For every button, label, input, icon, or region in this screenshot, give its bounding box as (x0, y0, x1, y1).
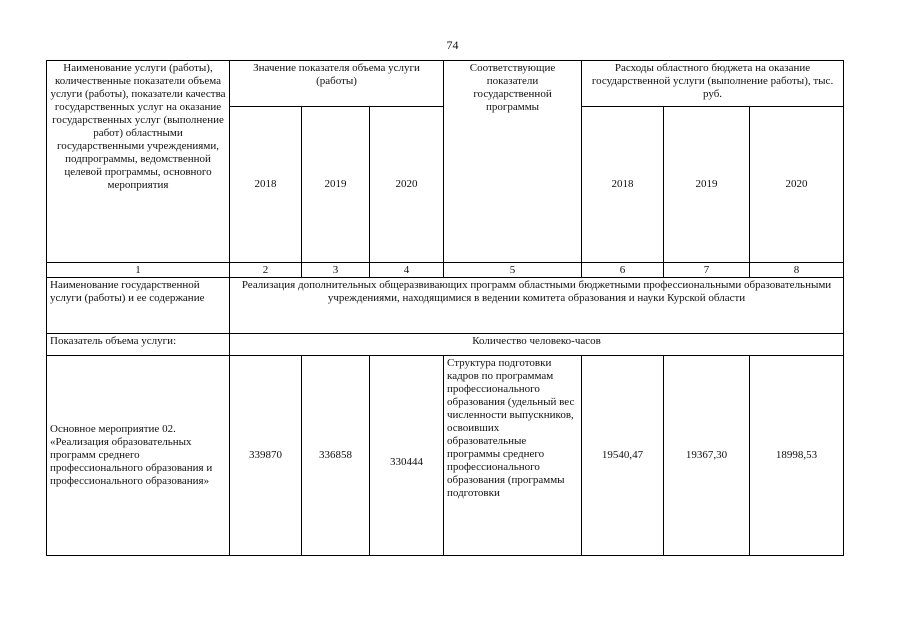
header-exp-year-2020: 2020 (750, 107, 844, 263)
expense-2018: 19540,47 (582, 356, 664, 556)
program-indicator: Структура подготовки кадров по программам профессионального образования (удельный вес численности выпускников, освоивших образовательные программы среднего профессионального образования (программы подготовки (444, 356, 582, 556)
expense-2019: 19367,30 (664, 356, 750, 556)
header-year-2018: 2018 (230, 107, 302, 263)
header-year-2020: 2020 (370, 107, 444, 263)
column-index-row (47, 263, 844, 278)
header-year-2019: 2019 (302, 107, 370, 263)
measure-value-2020: 330444 (370, 356, 444, 556)
header-program-indicators: Соответствующие показатели государственной программы (444, 61, 582, 263)
header-volume-group: Значение показателя объема услуги (работы) (230, 61, 444, 107)
col-index: 3 (302, 263, 370, 278)
header-exp-year-2018: 2018 (582, 107, 664, 263)
service-label: Наименование государственной услуги (работы) и ее содержание (47, 278, 230, 334)
budget-table (46, 60, 844, 556)
col-index: 2 (230, 263, 302, 278)
col-index: 7 (664, 263, 750, 278)
header-expense-group: Расходы областного бюджета на оказание государственной услуги (выполнение работы), тыс. руб. (582, 61, 844, 107)
measure-name: Основное мероприятие 02. «Реализация образовательных программ среднего профессионального образования и профессионального образования» (47, 356, 230, 556)
col-index: 6 (582, 263, 664, 278)
col-index: 1 (47, 263, 230, 278)
indicator-value: Количество человеко-часов (230, 334, 844, 356)
col-index: 5 (444, 263, 582, 278)
header-service-name: Наименование услуги (работы), количественные показатели объема услуги (работы), показатели качества государственных услуг на оказание государственных услуг (выполнение работ) областными государственными учреждениями, подпрограммы, ведомственной целевой программы, основного мероприятия (47, 61, 230, 263)
measure-value-2018: 339870 (230, 356, 302, 556)
col-index: 8 (750, 263, 844, 278)
service-value: Реализация дополнительных общеразвивающих программ областными бюджетными профессиональными образовательными учреждениями, находящимися в ведении комитета образования и науки Курской области (230, 278, 844, 334)
page-number: 74 (446, 38, 459, 52)
col-index: 4 (370, 263, 444, 278)
measure-value-2019: 336858 (302, 356, 370, 556)
indicator-label: Показатель объема услуги: (47, 334, 230, 356)
header-exp-year-2019: 2019 (664, 107, 750, 263)
expense-2020: 18998,53 (750, 356, 844, 556)
